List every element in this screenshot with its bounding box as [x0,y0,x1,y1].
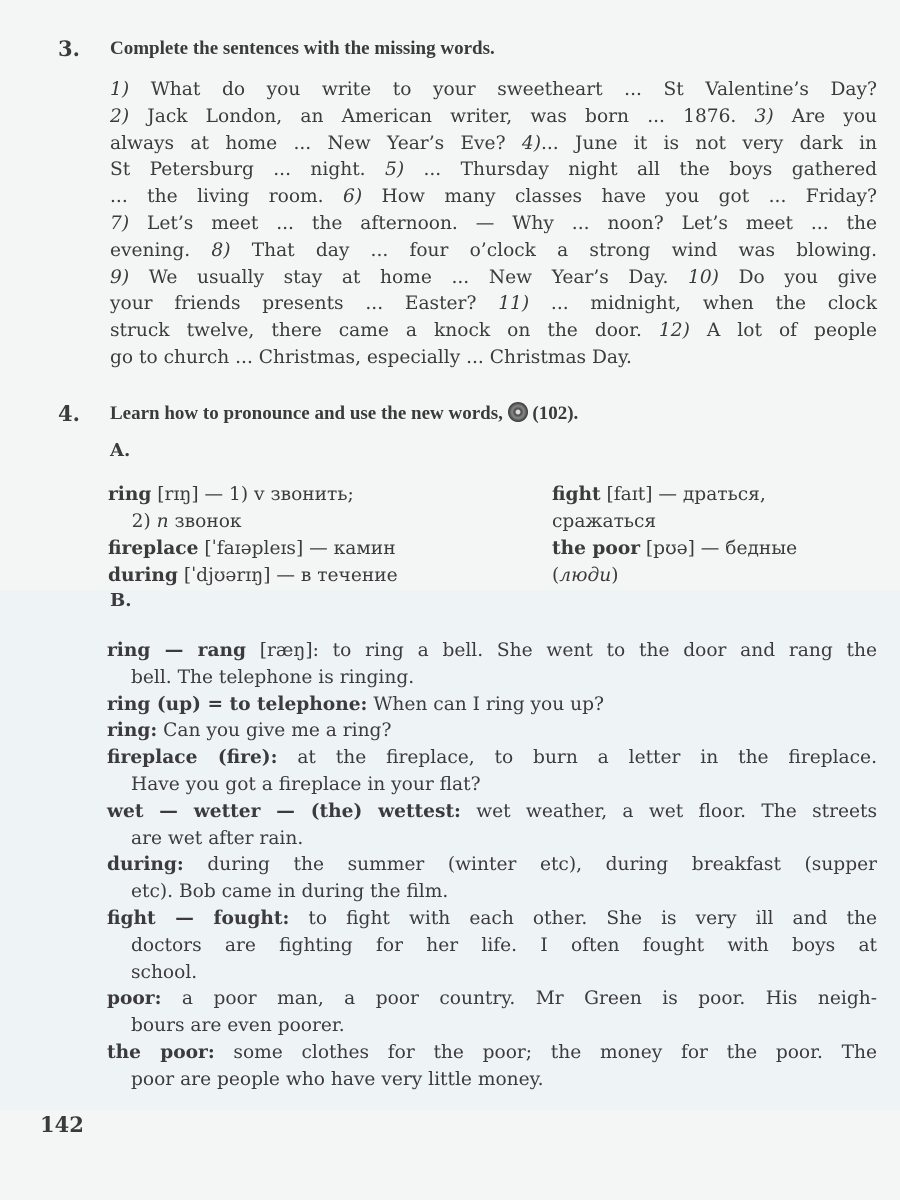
instruction-text: Learn how to pronounce and use the new words, [110,403,503,424]
text-segment: звонок [168,511,242,532]
text-line [107,826,877,853]
text-line [107,960,877,987]
text-segment: 7) [110,212,130,234]
text-line [108,508,398,535]
text-segment: fireplace [108,538,199,559]
text-segment: Are you [773,105,877,127]
text-segment: [pʊə] — бедные [640,538,798,559]
text-segment: poor: [107,988,162,1010]
text-segment: etc). Bob came in during the film. [131,881,449,903]
text-line [107,745,877,772]
text-segment: ) [611,565,619,586]
text-segment: go to church ... Christmas, especially ... Christmas Day. [110,346,632,368]
text-segment: 5) [384,159,405,181]
text-segment: [ˈdjʊərɪŋ] — в течение [177,565,398,586]
text-line [110,291,877,318]
text-segment: ... the living room. [110,186,344,208]
text-segment: A lot of people [689,320,878,342]
page-number: 142 [40,1112,84,1137]
text-segment: ring [108,484,152,505]
text-segment: 6) [343,186,363,208]
text-line [107,638,877,665]
text-segment: wet weather, a wet floor. The streets [460,800,877,822]
exercise-3-number: 3. [58,36,80,61]
text-line [108,481,398,508]
text-segment: are wet after rain. [131,827,304,849]
text-line [107,1040,877,1067]
text-line [107,799,877,826]
text-segment: ring (up) = to telephone: [107,693,368,715]
text-segment: wet — wetter — (the) wettest: [107,800,461,822]
text-line [108,562,398,589]
text-segment: the poor [552,538,641,559]
section-a-left-column [108,481,398,589]
section-b-text [107,638,877,1094]
text-segment: Let’s meet ... the afternoon. — Why ... noon? Let’s meet ... the [129,212,877,234]
text-segment: 1) [110,79,130,100]
text-line [107,906,877,933]
text-segment: during [108,565,178,586]
text-line [552,562,797,589]
text-segment: 2) [110,105,130,127]
text-segment: 3) [754,105,774,127]
text-segment: 4) [521,132,541,154]
text-segment: Can you give me a ring? [157,720,392,742]
text-segment: at the fireplace, to burn a letter in the fireplace. [277,747,877,769]
text-line [107,718,877,745]
text-line [107,933,877,960]
text-line [552,535,797,562]
text-segment: evening. [110,239,212,261]
text-segment: fight [552,484,601,505]
text-segment: ... June it is not very dark in [540,132,877,154]
text-line [110,318,877,345]
text-segment: doctors are fighting for her life. I often fought with boys at [131,934,877,956]
text-line [110,184,877,211]
text-segment: [ræŋ]: to ring a bell. She went to the door and rang the [246,640,877,661]
text-segment: struck twelve, there came a knock on the door. [110,320,659,342]
text-segment: v [254,484,265,505]
text-segment: ... midnight, when the clock [529,293,877,315]
exercise-4-instruction [110,402,578,425]
text-segment: fight — fought: [107,907,290,929]
track-number: (102). [532,403,579,424]
text-segment: to fight with each other. She is very ill and the [289,907,877,929]
text-segment: bell. The telephone is ringing. [131,666,415,688]
text-segment: St Petersburg ... night. [110,159,385,181]
text-line [107,879,877,906]
text-line [107,1067,877,1094]
text-segment: during the summer (winter etc), during breakfast (supper [183,854,877,876]
section-a-right-column [552,481,797,589]
text-segment: your friends presents ... Easter? [110,293,499,315]
text-segment: 11) [498,293,530,315]
text-line [110,345,877,372]
text-segment: звонить; [264,484,354,505]
text-line [110,238,877,265]
text-segment: 12) [658,320,690,342]
text-segment: сражаться [552,511,657,532]
text-line [110,157,877,184]
text-line [107,665,877,692]
section-a-label: A. [110,440,131,461]
text-segment: during: [107,854,184,876]
text-line [107,772,877,799]
text-line [107,1013,877,1040]
text-segment: Do you give [718,266,877,288]
text-segment: n [156,511,169,532]
text-segment: Have you got a fireplace in your flat? [131,773,481,795]
text-segment: That day ... four o’clock a strong wind was blowing. [230,239,877,261]
text-segment: люди [559,565,612,586]
text-segment: always at home ... New Year’s Eve? [110,132,522,154]
text-line [110,211,877,238]
text-line [108,535,398,562]
text-segment: ring — rang [107,640,247,661]
text-segment: 9) [110,266,130,288]
text-segment: We usually stay at home ... New Year’s Day. [129,266,689,288]
exercise-4-number: 4. [58,401,80,426]
text-segment: the poor: [107,1041,215,1063]
text-segment: What do you write to your sweetheart ... St Valentine’s Day? [129,79,877,100]
exercise-3-text [110,77,877,372]
cd-icon [508,402,528,422]
text-segment: Jack London, an American writer, was born ... 1876. [129,105,755,127]
text-segment: ... Thursday night all the boys gathered [404,159,877,181]
text-line [107,692,877,719]
text-segment: a poor man, a poor country. Mr Green is poor. His neigh- [161,988,877,1010]
text-line [110,131,877,158]
text-segment: [faɪt] — драться, [600,484,766,505]
exercise-3-instruction: Complete the sentences with the missing words. [110,38,495,59]
text-segment: How many classes have you got ... Friday? [362,186,878,208]
text-segment: some clothes for the poor; the money for the poor. The [214,1041,877,1063]
text-segment: 10) [688,266,719,288]
text-line [110,104,877,131]
text-segment: When can I ring you up? [367,693,604,715]
text-segment: school. [131,961,198,983]
text-segment: ring: [107,720,158,742]
text-line [110,77,877,104]
text-line [110,265,877,292]
text-line [107,986,877,1013]
text-line [552,508,797,535]
text-segment: bours are even poorer. [131,1015,345,1037]
section-b-label: B. [110,590,132,611]
text-segment: 2) [108,511,157,532]
text-segment: [ˈfaɪəpleɪs] — камин [198,538,396,559]
text-line [107,852,877,879]
text-line [552,481,797,508]
text-segment: fireplace (fire): [107,747,278,769]
text-segment: [rɪŋ] — 1) [151,484,255,505]
text-segment: poor are people who have very little money. [131,1068,544,1090]
text-segment: ( [552,565,560,586]
text-segment: 8) [211,239,231,261]
